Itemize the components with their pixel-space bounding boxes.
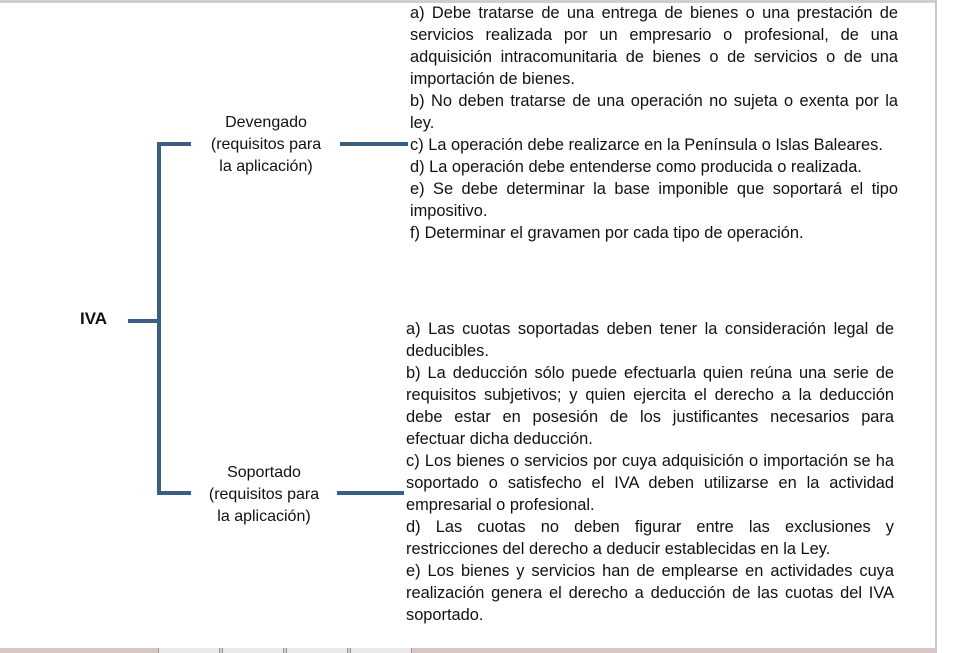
- soportado-requirements: [406, 318, 894, 626]
- branch-connector-soportado: [157, 491, 191, 495]
- requirement-item: c) Los bienes o servicios por cuya adquisición o importación se ha soportado o satisfecho el IVA deben utilizarse en la actividad empresarial o profesional.: [406, 452, 894, 514]
- branch-title: Devengado: [225, 114, 307, 131]
- sheet-tab[interactable]: [222, 648, 284, 653]
- vertical-connector: [157, 142, 161, 495]
- branch-connector-devengado: [157, 142, 191, 146]
- sheet-tabs: [158, 648, 414, 653]
- requirement-item: d) La operación debe entenderse como producida o realizada.: [410, 158, 862, 176]
- sheet-tab[interactable]: [350, 648, 412, 653]
- branch-subtitle: la aplicación): [217, 508, 311, 525]
- items-connector-devengado: [340, 142, 408, 146]
- requirement-item: a) Las cuotas soportadas deben tener la consideración legal de deducibles.: [406, 320, 894, 360]
- requirement-item: c) La operación debe realizarce en la Península o Islas Baleares.: [410, 136, 883, 154]
- root-label: IVA: [80, 309, 108, 328]
- branch-node-soportado: [194, 462, 334, 528]
- requirement-item: e) Se debe determinar la base imponible que soportará el tipo impositivo.: [410, 180, 898, 220]
- window-right-border: [935, 0, 937, 653]
- sheet-tab[interactable]: [158, 648, 220, 653]
- requirement-item: f) Determinar el gravamen por cada tipo de operación.: [410, 224, 804, 242]
- requirement-item: a) Debe tratarse de una entrega de bienes o una prestación de servicios realizada por un empresario o profesional, de una adquisición intracomunitaria de bienes o de servicios o de una importación de bienes.: [410, 4, 898, 88]
- items-connector-soportado: [337, 491, 404, 495]
- devengado-requirements: [410, 2, 898, 244]
- branch-subtitle: (requisitos para: [208, 486, 320, 503]
- sheet-tab-bar: [0, 648, 935, 653]
- sheet-tab[interactable]: [286, 648, 348, 653]
- requirement-item: b) La deducción sólo puede efectuarla quien reúna una serie de requisitos subjetivos; y quien ejercita el derecho a la deducción debe estar en posesión de los justificantes necesarios para efectuar dicha deducción.: [406, 364, 894, 448]
- requirement-item: d) Las cuotas no deben figurar entre las exclusiones y restricciones del derecho a deducir establecidas en la Ley.: [406, 518, 894, 558]
- root-connector: [128, 319, 158, 323]
- requirement-item: b) No deben tratarse de una operación no sujeta o exenta por la ley.: [410, 92, 898, 132]
- branch-node-devengado: [196, 112, 336, 178]
- branch-subtitle: la aplicación): [219, 158, 313, 175]
- branch-subtitle: (requisitos para: [210, 136, 322, 153]
- branch-title: Soportado: [227, 464, 301, 481]
- requirement-item: e) Los bienes y servicios han de emplearse en actividades cuya realización genera el derecho a deducción de las cuotas del IVA soportado.: [406, 562, 894, 624]
